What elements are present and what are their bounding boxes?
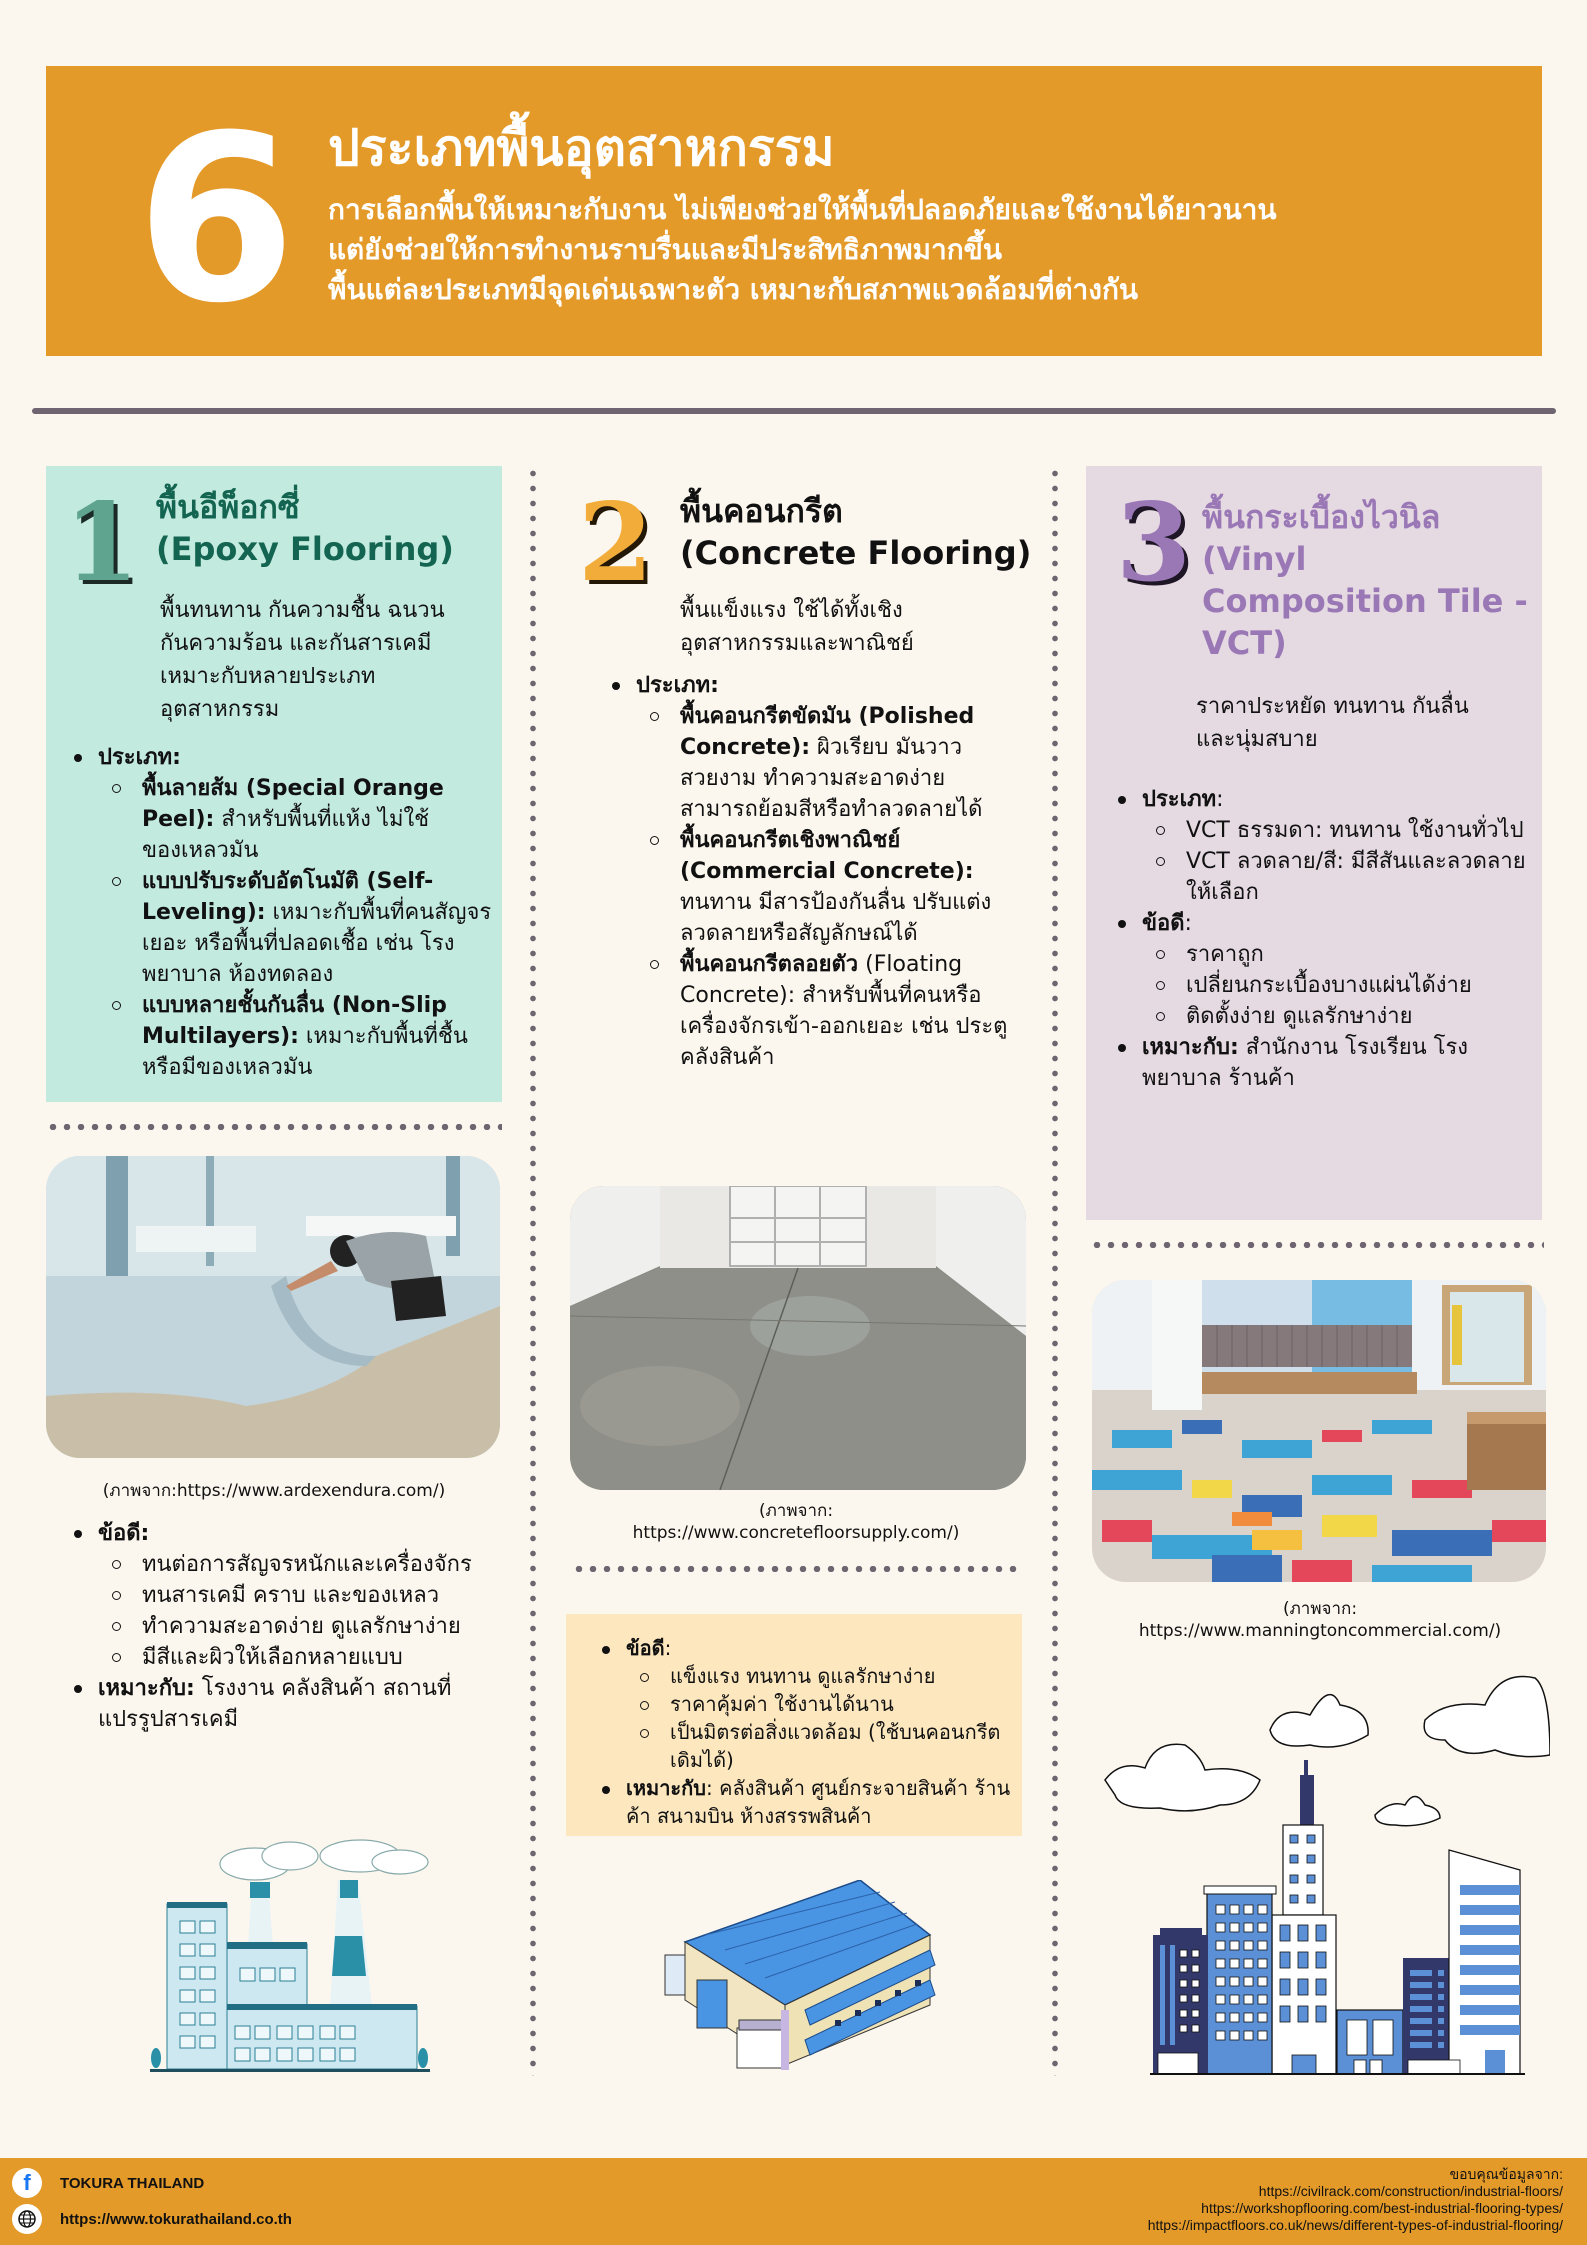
caption-line: (ภาพจาก: [758,1501,834,1521]
caption-line: https://www.manningtoncommercial.com/) [1138,1621,1502,1641]
type-name: แบบหลายชั้นกันลื่น (Non-Slip Multilayers): [142,993,447,1049]
type-desc: (Floating Concrete): สำหรับพื้นที่คนหรือเครื่องจักรเข้า-ออกเยอะ เช่น ประตูคลังสินค้า [680,952,1008,1070]
header-banner [46,66,1542,356]
type-name: แบบปรับระดับอัตโนมัติ (Self-Leveling): [142,869,434,925]
concrete-title-th: พื้นคอนกรีต [680,492,843,530]
type-desc: สำหรับพื้นที่แห้ง ไม่ใช้ของเหลวมัน [142,807,430,863]
warehouse-illustration-icon [655,1880,945,2075]
epoxy-types-list [66,742,496,1083]
suitable-label: เหมาะกับ: [1142,1035,1239,1060]
vinyl-title-en-line: (Vinyl [1202,540,1307,578]
epoxy-image-caption: (ภาพจาก:https://www.ardexendura.com/) [102,1481,446,1501]
epoxy-title [156,486,496,570]
city-illustration-icon [1100,1660,1550,2075]
concrete-types-list [604,670,1024,1073]
credits-label: ขอบคุณข้อมูลจาก: [1449,2166,1563,2182]
type-item: VCT ธรรมดา: ทนทาน ใช้งานทั่วไป [1142,815,1530,846]
subtitle-line: การเลือกพื้นให้เหมาะกับงาน ไม่เพียงช่วยให้พื้นที่ปลอดภัยและใช้งานได้ยาวนาน [328,193,1277,226]
types-label: ประเภท: [636,673,719,698]
concrete-pros-panel [566,1614,1022,1836]
type-desc: ผิวเรียบ มันวาว สวยงาม ทำความสะอาดง่าย สามารถย้อมสีหรือทำลวดลายได้ [680,735,983,822]
type-item [636,949,1024,1073]
pro-item: ราคาถูก [1142,939,1530,970]
desc-line: พื้นแข็งแรง ใช้ได้ทั้งเชิง [680,598,903,623]
vinyl-title-en-line: VCT) [1202,624,1287,662]
epoxy-panel [46,466,502,1102]
vinyl-panel [1086,466,1542,1220]
vinyl-title [1202,496,1538,664]
pros-item: ข้อดี: ราคาถูก เปลี่ยนกระเบื้องบางแผ่นได้ง่าย ติดตั้งง่าย ดูแลรักษาง่าย [1110,908,1530,1032]
vinyl-title-en-line: Composition Tile - [1202,582,1528,620]
epoxy-number: 1 [64,480,140,606]
pros-label: ข้อดี [626,1636,665,1660]
dotted-divider [1090,1242,1544,1248]
vinyl-floor-photo [1092,1280,1546,1582]
epoxy-pros-list [66,1518,506,1735]
footer [0,2158,1587,2245]
suitable-text: สำนักงาน โรงเรียน โรงพยาบาล ร้านค้า [1142,1035,1469,1091]
type-name: พื้นคอนกรีตขัดมัน (Polished Concrete): [680,704,975,760]
desc-line: อุตสาหกรรมและพาณิชย์ [680,631,914,656]
facebook-icon[interactable]: f [12,2168,42,2198]
credit-link[interactable]: https://civilrack.com/construction/industrial-floors/ [1258,2183,1563,2199]
subtitle-line: พื้นแต่ละประเภทมีจุดเด่นเฉพาะตัว เหมาะกับสภาพแวดล้อมที่ต่างกัน [328,273,1139,306]
pro-item: ทนสารเคมี คราบ และของเหลว [98,1580,506,1611]
vinyl-number: 3 [1116,480,1192,606]
caption-line: https://www.concretefloorsupply.com/) [632,1523,960,1543]
epoxy-types-item [66,742,496,1083]
credits [1148,2166,1563,2234]
suitable-item [1110,1032,1530,1094]
column-divider-right [1052,466,1058,2076]
type-item: VCT ลวดลาย/สี: มีสีสันและลวดลายให้เลือก [1142,846,1530,908]
type-desc: ทนทาน มีสารป้องกันลื่น ปรับแต่งลวดลายหรือสัญลักษณ์ได้ [680,890,992,946]
company-name: TOKURA THAILAND [60,2175,205,2192]
header-subtitle [328,190,1528,310]
pro-item: เปลี่ยนกระเบื้องบางแผ่นได้ง่าย [1142,970,1530,1001]
suitable-text: โรงงาน คลังสินค้า สถานที่แปรรูปสารเคมี [98,1676,452,1732]
suitable-label: เหมาะกับ: [98,1676,195,1701]
concrete-floor-photo [570,1186,1026,1490]
desc-line: อุตสาหกรรม [160,697,280,722]
concrete-number: 2 [578,480,654,606]
concrete-image-caption [566,1500,1026,1544]
type-desc: เหมาะกับพื้นที่ชื้น หรือมีของเหลวมัน [142,1024,468,1080]
pro-item: แข็งแรง ทนทาน ดูแลรักษาง่าย [626,1662,1014,1690]
vinyl-description [1196,690,1526,756]
type-item [636,825,1024,949]
type-name: พื้นคอนกรีตลอยตัว [680,952,859,977]
dotted-divider [572,1566,1022,1572]
type-item [636,701,1024,825]
pro-item: ทนต่อการสัญจรหนักและเครื่องจักร [98,1549,506,1580]
epoxy-title-th: พื้นอีพ็อกซี่ [156,488,300,526]
vinyl-image-caption [1090,1598,1550,1642]
globe-icon[interactable] [12,2204,42,2234]
column-divider-left [530,466,536,2076]
vinyl-title-th: พื้นกระเบื้องไวนิล [1202,498,1441,536]
concrete-pros-list [594,1634,1014,1830]
concrete-types-item [604,670,1024,1073]
type-desc: เหมาะกับพื้นที่คนสัญจรเยอะ หรือพื้นที่ปลอดเชื้อ เช่น โรงพยาบาล ห้องทดลอง [142,900,492,987]
concrete-title-en: (Concrete Flooring) [680,534,1032,572]
concrete-description [680,594,1020,660]
header-divider [32,408,1556,414]
epoxy-floor-photo [46,1156,500,1458]
desc-line: พื้นทนทาน กันความชื้น ฉนวน [160,598,445,623]
types-label: ประเภท [1142,787,1217,812]
factory-illustration-icon [140,1826,440,2076]
pro-item: ราคาคุ้มค่า ใช้งานได้นาน [626,1690,1014,1718]
desc-line: กันความร้อน และกันสารเคมี [160,631,432,656]
credit-link[interactable]: https://workshopflooring.com/best-industrial-flooring-types/ [1201,2200,1563,2216]
vinyl-list [1110,784,1530,1094]
types-label: ประเภท: [98,745,181,770]
type-item [98,773,496,866]
pros-label: ข้อดี: [98,1521,150,1546]
types-item: ประเภท: VCT ธรรมดา: ทนทาน ใช้งานทั่วไป VCT ลวดลาย/สี: มีสีสันและลวดลายให้เลือก [1110,784,1530,908]
suitable-item [594,1774,1014,1830]
desc-line: เหมาะกับหลายประเภท [160,664,376,689]
suitable-item [66,1673,506,1735]
type-name: พื้นคอนกรีตเชิงพาณิชย์ (Commercial Concrete): [680,828,974,884]
caption-line: (ภาพจาก: [1282,1599,1358,1619]
credit-link[interactable]: https://impactfloors.co.uk/news/different-types-of-industrial-flooring/ [1147,2217,1563,2233]
pro-item: ทำความสะอาดง่าย ดูแลรักษาง่าย [98,1611,506,1642]
pro-item: มีสีและผิวให้เลือกหลายแบบ [98,1642,506,1673]
pros-label: ข้อดี [1142,911,1185,936]
desc-line: และนุ่มสบาย [1196,727,1318,752]
type-item [98,990,496,1083]
page-title: ประเภทพื้นอุตสาหกรรม [328,119,835,177]
epoxy-description [160,594,490,726]
subtitle-line: แต่ยังช่วยให้การทำงานราบรื่นและมีประสิทธิภาพมากขึ้น [328,233,1002,266]
concrete-title [680,490,1040,574]
pro-item: ติดตั้งง่าย ดูแลรักษาง่าย [1142,1001,1530,1032]
website-link[interactable]: https://www.tokurathailand.co.th [60,2211,292,2228]
pros-item: ข้อดี: แข็งแรง ทนทาน ดูแลรักษาง่าย ราคาคุ้มค่า ใช้งานได้นาน เป็นมิตรต่อสิ่งแวดล้อม (ใช้บนคอนกรีตเดิมได้) [594,1634,1014,1774]
desc-line: ราคาประหยัด ทนทาน กันลื่น [1196,694,1469,719]
suitable-label: เหมาะกับ [626,1776,706,1800]
dotted-divider [46,1124,502,1130]
type-item [98,866,496,990]
type-name: พื้นลายส้ม (Special Orange Peel): [142,776,444,832]
epoxy-title-en: (Epoxy Flooring) [156,530,454,568]
suitable-text: : คลังสินค้า ศูนย์กระจายสินค้า ร้านค้า สนามบิน ห้างสรรพสินค้า [626,1776,1011,1828]
pros-item [66,1518,506,1673]
pro-item: เป็นมิตรต่อสิ่งแวดล้อม (ใช้บนคอนกรีตเดิมได้) [626,1718,1014,1774]
header-number: 6 [136,87,297,354]
